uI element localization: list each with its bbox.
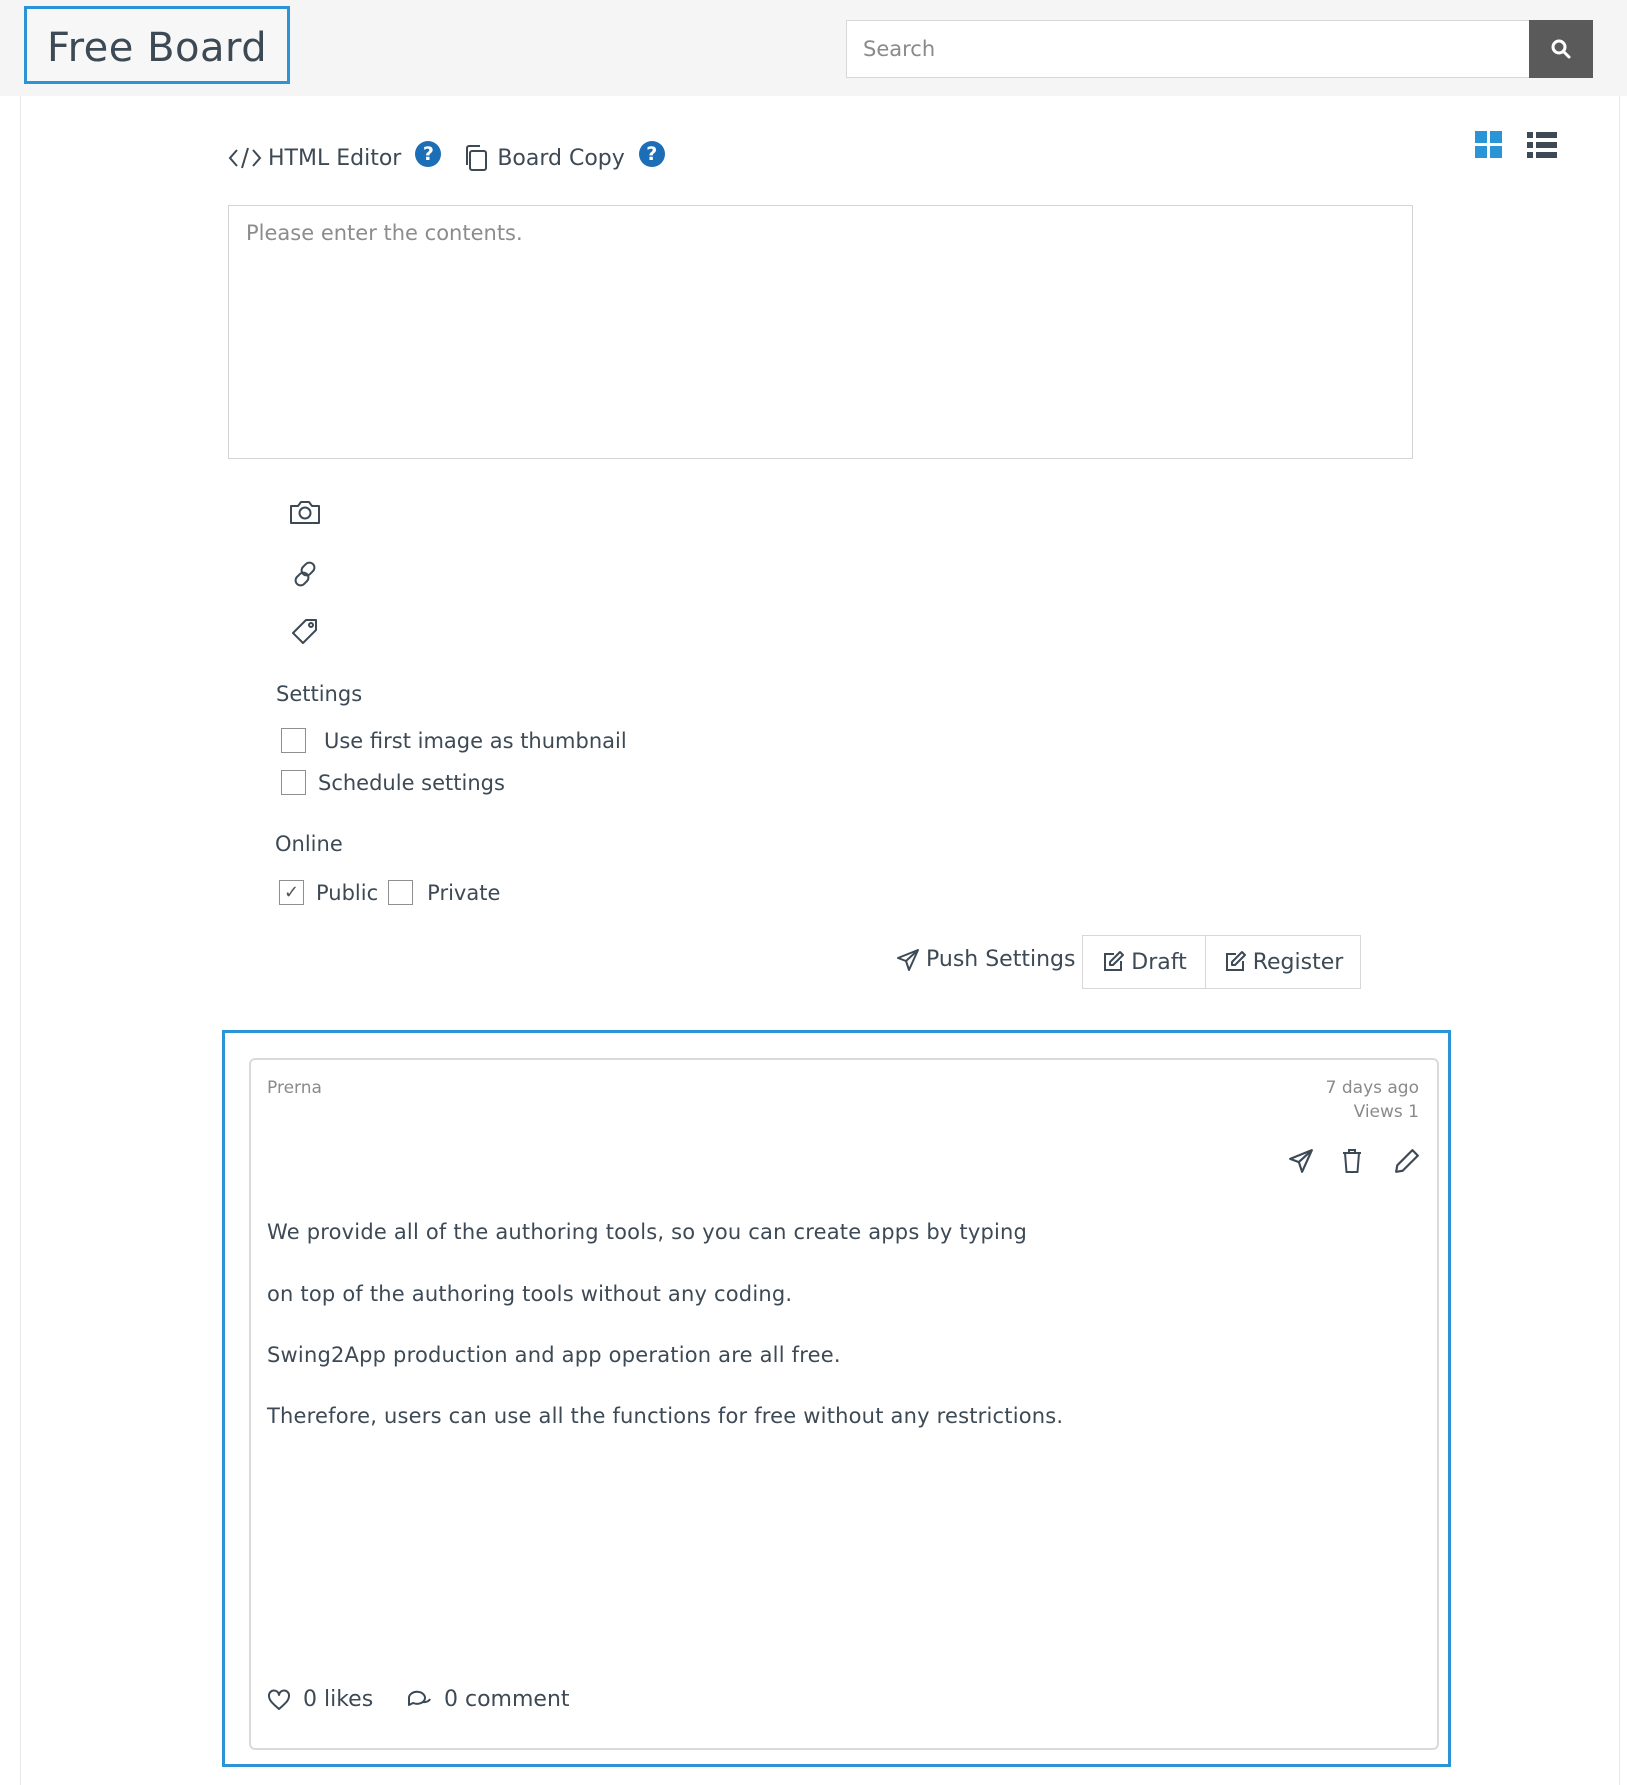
schedule-label: Schedule settings (318, 770, 505, 795)
heart-icon (267, 1689, 291, 1711)
push-settings-label: Push Settings (926, 947, 1076, 972)
post-content-line: Therefore, users can use all the functions for free without any restrictions. (267, 1404, 1064, 1428)
content-placeholder: Please enter the contents. (246, 221, 523, 245)
paper-plane-icon (1288, 1148, 1314, 1174)
post-delete-button[interactable] (1337, 1146, 1367, 1176)
edit-icon (1223, 950, 1247, 974)
post-views: Views 1 (1353, 1102, 1419, 1122)
draft-label: Draft (1131, 949, 1187, 975)
html-editor-label: HTML Editor (268, 145, 402, 171)
help-icon[interactable]: ? (415, 141, 441, 167)
search-button[interactable] (1529, 20, 1593, 78)
add-photo-button[interactable] (287, 494, 323, 530)
register-label: Register (1252, 949, 1344, 975)
editor-toolbar (228, 138, 685, 178)
help-icon[interactable]: ? (639, 141, 665, 167)
public-checkbox[interactable] (279, 880, 304, 905)
public-label: Public (316, 880, 379, 905)
likes-count: 0 likes (303, 1687, 374, 1712)
push-settings-button[interactable] (896, 947, 1075, 972)
comment-icon (406, 1689, 432, 1711)
list-view-icon (1526, 130, 1558, 160)
settings-label: Settings (276, 682, 363, 706)
top-bar (0, 0, 1627, 96)
schedule-option[interactable] (281, 770, 505, 795)
use-first-image-option[interactable] (281, 728, 627, 753)
draft-button[interactable] (1082, 935, 1206, 989)
search-icon (1550, 38, 1572, 60)
private-checkbox[interactable] (388, 880, 413, 905)
trash-icon (1340, 1148, 1364, 1174)
list-view-button[interactable] (1526, 130, 1558, 164)
like-button[interactable] (267, 1687, 373, 1712)
add-tag-button[interactable] (287, 614, 323, 650)
board-title: Free Board (47, 25, 268, 71)
code-icon (228, 145, 262, 171)
html-editor-button[interactable] (228, 145, 401, 171)
content-textarea[interactable] (228, 205, 1413, 459)
comments-count: 0 comment (444, 1687, 570, 1712)
camera-icon (288, 497, 322, 527)
pencil-icon (1394, 1148, 1420, 1174)
board-title-box (24, 6, 290, 84)
post-date: 7 days ago (1325, 1078, 1419, 1098)
post-push-button[interactable] (1286, 1146, 1316, 1176)
tag-icon (290, 617, 320, 647)
schedule-checkbox[interactable] (281, 770, 306, 795)
view-toggles (1474, 130, 1558, 164)
use-first-image-label: Use first image as thumbnail (324, 728, 627, 753)
online-label: Online (275, 832, 343, 856)
visibility-options (279, 880, 500, 905)
board-copy-button[interactable] (461, 143, 624, 173)
post-content-line: on top of the authoring tools without any coding. (267, 1282, 793, 1306)
grid-view-icon (1474, 130, 1504, 160)
post-content-line: We provide all of the authoring tools, so you can create apps by typing (267, 1220, 1028, 1244)
post-author: Prerna (267, 1078, 322, 1098)
grid-view-button[interactable] (1474, 130, 1504, 164)
post-content-line: Swing2App production and app operation are all free. (267, 1343, 841, 1367)
search-input[interactable] (846, 20, 1530, 78)
link-icon (290, 559, 320, 589)
copy-icon (461, 143, 491, 173)
register-button[interactable] (1205, 935, 1361, 989)
comment-button[interactable] (406, 1687, 570, 1712)
paper-plane-icon (896, 948, 920, 972)
use-first-image-checkbox[interactable] (281, 728, 306, 753)
edit-icon (1101, 950, 1125, 974)
add-link-button[interactable] (287, 556, 323, 592)
post-edit-button[interactable] (1392, 1146, 1422, 1176)
board-copy-label: Board Copy (497, 145, 625, 171)
private-label: Private (427, 880, 501, 905)
